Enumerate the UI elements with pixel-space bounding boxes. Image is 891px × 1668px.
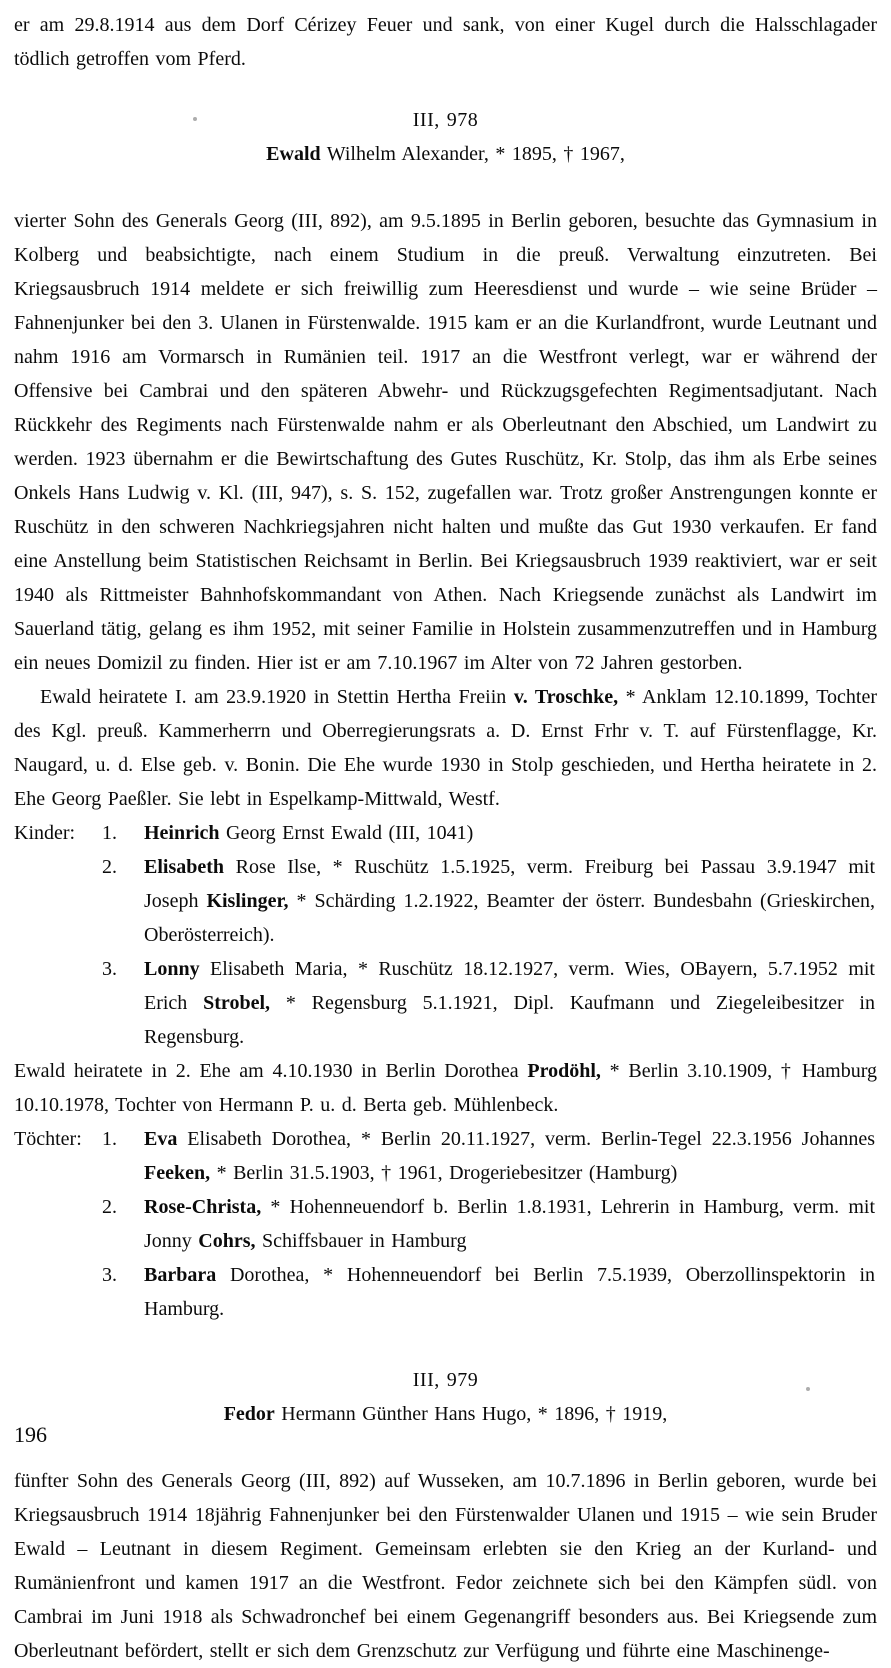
first-marriage-paragraph: Ewald heiratete I. am 23.9.1920 in Stettin Hertha Freiin v. Troschke, * Anklam 12.10.1899, Tochter des Kgl. preuß. Kammerherrn und Oberregierungsrats a. D. Ernst Frhr v. T. auf Fürstenflagge, Kr. Naugard, u. d. Else geb. v. Bonin. Die Ehe wurde 1930 in Stolp geschieden, und Hertha heiratete in 2. Ehe Georg Paeßler. Sie lebt in Espelkamp-Mittwald, Westf. — [14, 686, 877, 810]
list-item — [14, 1122, 877, 1190]
section-heading-978 — [14, 103, 877, 171]
list-item — [14, 816, 877, 850]
item-text: Eva Elisabeth Dorothea, * Berlin 20.11.1927, verm. Berlin-Tegel 22.3.1956 Johannes Feeken, * Berlin 31.5.1903, † 1961, Drogeriebesitzer (Hamburg) — [144, 1128, 875, 1184]
item-text: Lonny Elisabeth Maria, * Ruschütz 18.12.1927, verm. Wies, OBayern, 5.7.1952 mit Erich Strobel, * Regensburg 5.1.1921, Dipl. Kaufmann und Ziegeleibesitzer in Regensburg. — [144, 958, 875, 1048]
continuation-paragraph: er am 29.8.1914 aus dem Dorf Cérizey Feuer und sank, von einer Kugel durch die Halsschlagader tödlich getroffen vom Pferd. — [14, 14, 877, 70]
list-item — [14, 1258, 877, 1326]
section-title-979: Fedor Hermann Günther Hans Hugo, * 1896, † 1919, — [223, 1403, 668, 1425]
section-heading-979 — [14, 1363, 877, 1431]
list-item — [14, 850, 877, 952]
item-number: 1. — [102, 822, 117, 844]
list-item — [14, 1190, 877, 1258]
biography-paragraph-979: fünfter Sohn des Generals Georg (III, 892) auf Wusseken, am 10.7.1896 in Berlin geboren, wurde bei Kriegsausbruch 1914 18jährig Fahnenjunker bei den Fürstenwalder Ulanen und 1915 – wie sein Bruder Ewald – Leutnant in diesem Regiment. Gemeinsam erlebten sie den Krieg an der Kurland- und Rumänienfront und kamen 1917 an die Westfront. Fedor zeichnete sich bei den Kämpfen südl. von Cambrai im Juni 1918 als Schwadronchef bei einem Gegenangriff besonders aus. Bei Kriegsende zum Oberleutnant befördert, stellt er sich dem Grenzschutz zur Verfügung und führte eine Maschinenge- — [14, 1470, 877, 1662]
second-marriage-paragraph: Ewald heiratete in 2. Ehe am 4.10.1930 in Berlin Dorothea Prodöhl, * Berlin 3.10.1909, † Hamburg 10.10.1978, Tochter von Hermann P. u. d. Berta geb. Mühlenbeck. — [14, 1060, 877, 1116]
section-number-978: III, 978 — [412, 109, 479, 131]
section-number-979: III, 979 — [412, 1369, 479, 1391]
item-text: Heinrich Georg Ernst Ewald (III, 1041) — [144, 822, 474, 844]
scan-artifact — [193, 117, 197, 121]
page-number: 196 — [14, 1422, 47, 1447]
item-text: Barbara Dorothea, * Hohenneuendorf bei Berlin 7.5.1939, Oberzollinspektorin in Hamburg. — [144, 1264, 875, 1320]
item-number: 1. — [102, 1128, 117, 1150]
list-label-toechter: Töchter: — [14, 1128, 82, 1150]
item-number: 2. — [102, 1196, 117, 1218]
item-number: 2. — [102, 856, 117, 878]
item-number: 3. — [102, 958, 117, 980]
item-text: Rose-Christa, * Hohenneuendorf b. Berlin 1.8.1931, Lehrerin in Hamburg, verm. mit Jonny Cohrs, Schiffsbauer in Hamburg — [144, 1196, 875, 1252]
biography-paragraph-978: vierter Sohn des Generals Georg (III, 892), am 9.5.1895 in Berlin geboren, besuchte das Gymnasium in Kolberg und beabsichtigte, nach einem Studium in die preuß. Verwaltung einzutreten. Bei Kriegsausbruch 1914 meldete er sich freiwillig zum Heeresdienst und wurde – wie seine Brüder – Fahnenjunker bei den 3. Ulanen in Fürstenwalde. 1915 kam er an die Kurlandfront, wurde Leutnant und nahm 1916 am Vormarsch in Rumänien teil. 1917 an die Westfront verlegt, war er während der Offensive bei Cambrai und den späteren Abwehr- und Rückzugsgefechten Regimentsadjutant. Nach Rückkehr des Regiments nach Fürstenwalde nahm er als Oberleutnant den Abschied, um Landwirt zu werden. 1923 übernahm er die Bewirtschaftung des Gutes Ruschütz, Kr. Stolp, das ihm als Erbe seines Onkels Hans Ludwig v. Kl. (III, 947), s. S. 152, zugefallen war. Trotz großer Anstrengungen konnte er Ruschütz in den schweren Nachkriegsjahren nicht halten und mußte das Gut 1930 verkaufen. Er fand eine Anstellung beim Statistischen Reichsamt in Berlin. Bei Kriegsausbruch 1939 reaktiviert, war er seit 1940 als Rittmeister Bahnhofskommandant von Athen. Nach Kriegsende zunächst als Landwirt im Sauerland tätig, gelang es ihm 1952, mit seiner Familie in Holstein zusammenzutreffen und in Hamburg ein neues Domizil zu finden. Hier ist er am 7.10.1967 im Alter von 72 Jahren gestorben. — [14, 210, 877, 674]
scan-artifact — [806, 1387, 810, 1391]
list-item — [14, 952, 877, 1054]
kinder-list — [14, 816, 877, 1054]
section-title-978: Ewald Wilhelm Alexander, * 1895, † 1967, — [266, 143, 625, 165]
list-label-kinder: Kinder: — [14, 822, 76, 844]
item-text: Elisabeth Rose Ilse, * Ruschütz 1.5.1925, verm. Freiburg bei Passau 3.9.1947 mit Joseph Kislinger, * Schärding 1.2.1922, Beamter der österr. Bundesbahn (Grieskirchen, Oberösterreich). — [144, 856, 875, 946]
item-number: 3. — [102, 1264, 117, 1286]
toechter-list — [14, 1122, 877, 1326]
